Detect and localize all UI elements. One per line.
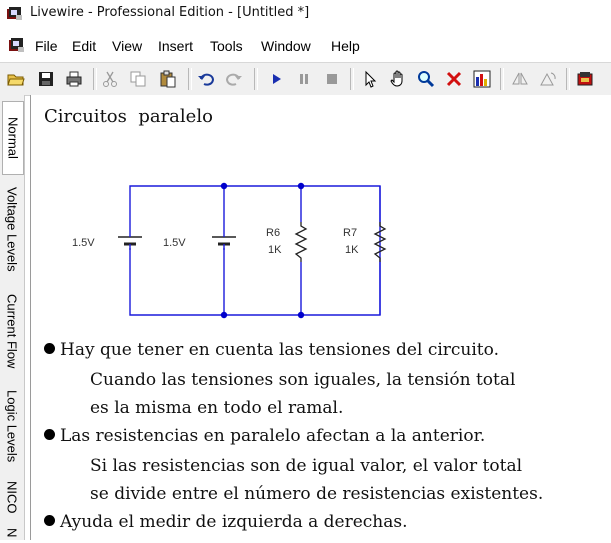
junction-dot — [221, 183, 227, 189]
tab-normal[interactable]: Normal — [2, 101, 24, 175]
bullet-1: Hay que tener en cuenta las tensiones del circuito. — [44, 340, 499, 360]
menu-help[interactable]: Help — [331, 38, 360, 54]
menu-tools[interactable]: Tools — [210, 38, 243, 54]
window-title: Livewire - Professional Edition - [Untitled *] — [30, 5, 310, 20]
bullet-icon — [44, 429, 55, 440]
tab-nico[interactable]: NICO — [4, 480, 20, 514]
bullet-2-sub-2: se divide entre el número de resistencias existentes. — [90, 484, 544, 504]
menu-window[interactable]: Window — [261, 38, 311, 54]
bullet-2: Las resistencias en paralelo afectan a la anterior. — [44, 426, 485, 446]
battery-2-label: 1.5V — [163, 237, 186, 249]
junction-dot — [221, 312, 227, 318]
menu-edit[interactable]: Edit — [72, 38, 97, 54]
bullet-2-sub-1: Si las resistencias son de igual valor, el valor total — [90, 456, 523, 476]
tab-logic-levels[interactable]: Logic Levels — [4, 389, 20, 463]
bullet-icon — [44, 343, 55, 354]
resistor-r7-value: 1K — [345, 244, 359, 256]
menu-insert[interactable]: Insert — [158, 38, 194, 54]
junction-dot — [298, 183, 304, 189]
tab-current-flow[interactable]: Current Flow — [4, 293, 20, 369]
page-title: Circuitos paralelo — [44, 106, 213, 127]
tab-n[interactable]: N — [4, 528, 20, 538]
battery-1-label: 1.5V — [72, 237, 95, 249]
battery-2[interactable] — [212, 230, 236, 250]
junction-dot — [298, 312, 304, 318]
bullet-icon — [44, 515, 55, 526]
resistor-r7[interactable] — [375, 222, 385, 315]
resistor-r6[interactable] — [296, 222, 306, 262]
resistor-r7-name: R7 — [343, 227, 358, 239]
bullet-3: Ayuda el medir de izquierda a derechas. — [44, 512, 408, 532]
resistor-r6-name: R6 — [266, 227, 281, 239]
bullet-1-sub-1: Cuando las tensiones son iguales, la tensión total — [90, 370, 516, 390]
bullet-1-sub-2: es la misma en todo el ramal. — [90, 398, 344, 418]
tab-voltage-levels[interactable]: Voltage Levels — [4, 186, 20, 272]
resistor-r6-value: 1K — [268, 244, 282, 256]
menu-file[interactable]: File — [35, 38, 58, 54]
menu-view[interactable]: View — [112, 38, 143, 54]
battery-1[interactable] — [118, 230, 142, 250]
